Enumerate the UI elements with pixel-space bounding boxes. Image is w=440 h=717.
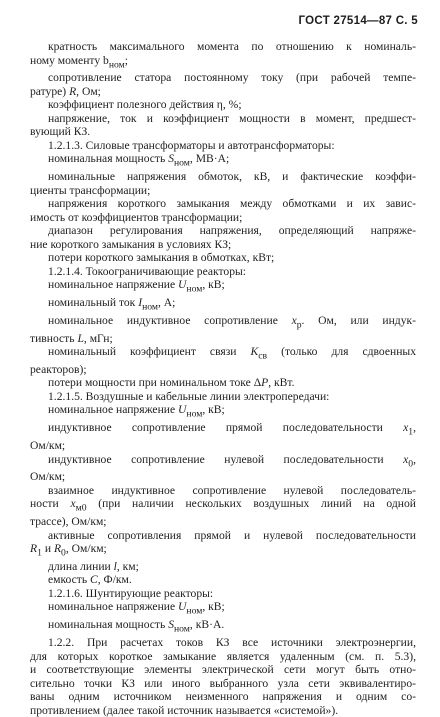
text-line: ратуре) R, Ом; [30, 84, 101, 98]
text-line: потери короткого замыкания в обмотках, кВт; [48, 251, 275, 265]
text-line: активные сопротивления прямой и нулевой последовательности [48, 528, 416, 542]
text-line: номинальный ток $I_{ном}$, А; [48, 295, 176, 313]
text-line: потери мощности при номинальном токе ΔP, кВт. [48, 376, 295, 390]
text-line: 1.2.1.4. Токоограничивающие реакторы: [48, 264, 246, 278]
text-line: ваны одним источником неизменного напряжения и одним со- [30, 690, 416, 704]
text-line: тивность L, мГн; [30, 331, 113, 345]
text-line: индуктивное сопротивление прямой последовательности $x_1$, [48, 421, 416, 438]
text-line: ние короткого замыкания в условиях КЗ; [30, 237, 232, 251]
text-line: сительно точки КЗ или иного выбранного узла сети эквивалентиро- [30, 676, 416, 690]
text-line: номинальное напряжение $U_{ном}$, кВ; [48, 278, 225, 295]
text-line: ности $x_{м0}$ (при наличии нескольких воздушных линий на одной [30, 497, 417, 514]
text-line: для которых короткое замыкание является удаленным (см. п. 5.3), [30, 649, 416, 663]
text-line: номинальное индуктивное сопротивление $x_р$. Ом, или индук- [48, 313, 416, 331]
text-line: трассе), Ом/км; [30, 515, 107, 529]
text-line: реакторов); [30, 362, 87, 376]
text-line: номинальные напряжения обмоток, кВ, и фактические коэффи- [48, 170, 416, 184]
text-line: 1.2.1.5. Воздушные и кабельные линии электропередачи: [48, 389, 330, 403]
text-line: 1.2.1.3. Силовые трансформаторы и автотрансформаторы: [48, 138, 335, 152]
document-body [30, 40, 416, 717]
text-line: Ом/км; [30, 470, 66, 484]
text-line: циенты трансформации; [30, 183, 151, 197]
text-line: номинальный коэффициент связи $K_{св}$ (только для сдвоенных [48, 345, 416, 362]
text-line: сопротивление статора постоянному току (при рабочей темпе- [48, 71, 416, 85]
text-line: длина линии l, км; [48, 559, 139, 573]
text-line: напряжения короткого замыкания между обмотками и их завис- [48, 197, 416, 211]
text-line: вующий КЗ. [30, 125, 91, 139]
text-line: ному моменту $b_{ном}$; [30, 53, 128, 70]
text-line: напряжение, ток и коэффициент мощности в момент, предшест- [48, 111, 416, 125]
text-line: взаимное индуктивное сопротивление нулевой последователь- [48, 483, 416, 497]
text-line: кратность максимального момента по отношению к номиналь- [48, 40, 416, 53]
page-header: ГОСТ 27514—87 С. 5 [298, 15, 418, 27]
text-line: индуктивное сопротивление нулевой последовательности $x_0$, [48, 452, 416, 469]
text-line: номинальное напряжение $U_{ном}$, кВ; [48, 600, 225, 617]
text-line: и соответствующие элементы электрической сети могут быть отно- [30, 663, 416, 677]
text-line: $R_1$ и $R_0$, Ом/км; [30, 542, 107, 559]
text-line: номинальная мощность $S_{ном}$, кВ·А. [48, 618, 225, 635]
text-line: емкость C, Ф/км. [48, 573, 132, 587]
text-line: номинальное напряжение $U_{ном}$, кВ; [48, 403, 225, 420]
text-line: 1.2.1.6. Шунтирующие реакторы: [48, 586, 214, 600]
text-line: имость от коэффициентов трансформации; [30, 210, 243, 224]
text-line: 1.2.2. При расчетах токов КЗ все источники электроэнергии, [48, 636, 416, 650]
text-line: диапазон регулирования напряжения, определяющий напряже- [48, 224, 416, 238]
text-line: номинальная мощность $S_{ном}$, МВ·А; [48, 152, 230, 169]
text-line: Ом/км; [30, 439, 66, 452]
text-line: противлением (далее такой источник называется «системой»). [30, 703, 339, 717]
text-line: коэффициент полезного действия η, %; [48, 98, 242, 112]
